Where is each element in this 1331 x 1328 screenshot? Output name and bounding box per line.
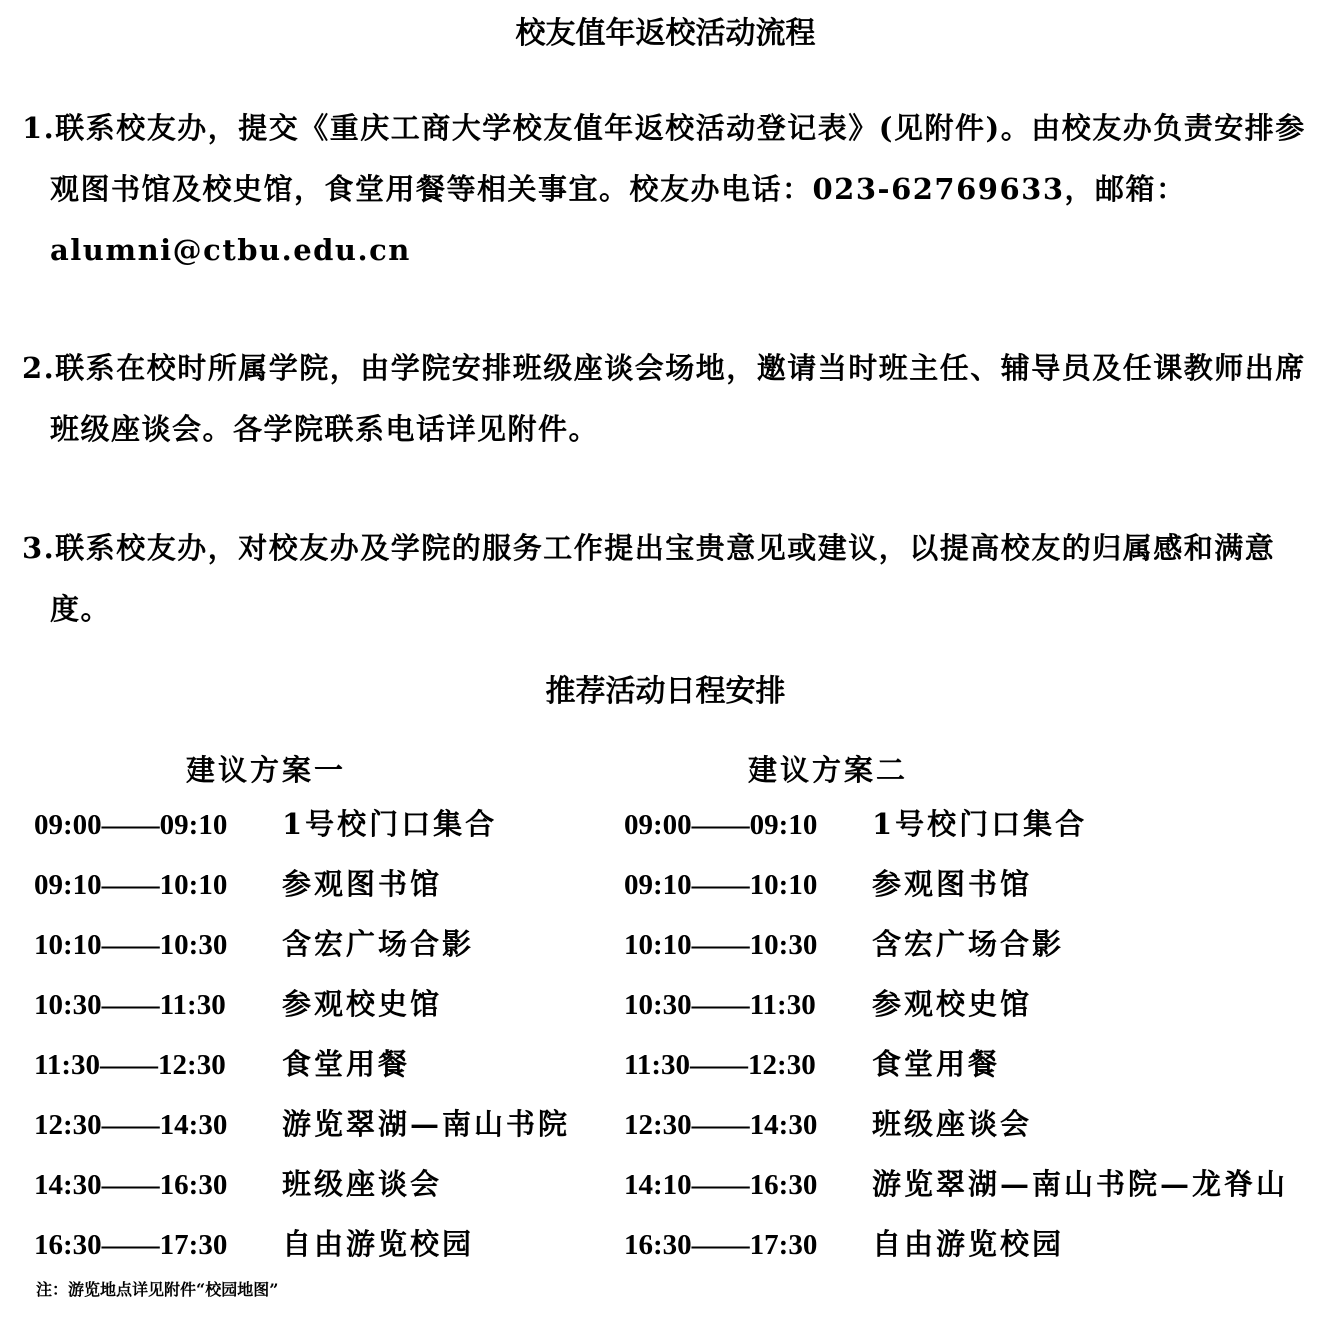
step-3-paragraph: 3.联系校友办，对校友办及学院的服务工作提出宝贵意见或建议，以提高校友的归属感和满意度。 xyxy=(22,531,1276,626)
schedule-row xyxy=(34,974,684,1034)
activity: 游览翠湖—南山书院 xyxy=(282,1107,571,1141)
schedule-row xyxy=(34,1034,684,1094)
schedule-row xyxy=(624,914,1274,974)
plan-one xyxy=(34,746,684,1274)
schedule-row xyxy=(624,854,1274,914)
page-title: 校友值年返校活动流程 xyxy=(515,16,816,51)
activity: 含宏广场合影 xyxy=(872,927,1065,961)
activity: 班级座谈会 xyxy=(282,1167,443,1201)
schedule-row xyxy=(34,1214,684,1274)
time-range: 10:10——10:30 xyxy=(624,929,818,961)
activity: 含宏广场合影 xyxy=(282,927,475,961)
time-range: 14:10——16:30 xyxy=(624,1169,818,1201)
schedule-row xyxy=(624,974,1274,1034)
plan-one-title: 建议方案一 xyxy=(186,753,347,787)
schedule-row xyxy=(34,854,684,914)
schedule-row xyxy=(34,1094,684,1154)
activity: 1号校门口集合 xyxy=(282,807,498,841)
schedule-row xyxy=(624,794,1274,854)
activity: 班级座谈会 xyxy=(872,1107,1033,1141)
activity: 参观校史馆 xyxy=(282,987,443,1021)
plan-two-title: 建议方案二 xyxy=(748,753,909,787)
activity: 参观校史馆 xyxy=(872,987,1033,1021)
time-range: 16:30——17:30 xyxy=(624,1229,818,1261)
schedule-row xyxy=(624,1034,1274,1094)
activity: 食堂用餐 xyxy=(282,1047,411,1081)
activity: 游览翠湖—南山书院—龙脊山 xyxy=(872,1167,1289,1201)
schedule-row xyxy=(624,1154,1289,1214)
time-range: 11:30——12:30 xyxy=(34,1049,226,1081)
time-range: 11:30——12:30 xyxy=(624,1049,816,1081)
time-range: 10:30——11:30 xyxy=(624,989,816,1021)
schedule-row xyxy=(624,1214,1274,1274)
activity: 参观图书馆 xyxy=(872,867,1033,901)
step-2-paragraph: 2.联系在校时所属学院，由学院安排班级座谈会场地，邀请当时班主任、辅导员及任课教师出席班级座谈会。各学院联系电话详见附件。 xyxy=(22,351,1306,446)
time-range: 09:10——10:10 xyxy=(624,869,818,901)
schedule-row xyxy=(34,914,684,974)
time-range: 10:10——10:30 xyxy=(34,929,228,961)
schedule-row xyxy=(624,1094,1274,1154)
schedule-row xyxy=(34,794,684,854)
time-range: 09:00——09:10 xyxy=(624,809,818,841)
schedule-row xyxy=(34,1154,684,1214)
time-range: 12:30——14:30 xyxy=(624,1109,818,1141)
footnote: 注：游览地点详见附件“校园地图” xyxy=(36,1280,279,1299)
time-range: 09:00——09:10 xyxy=(34,809,228,841)
time-range: 16:30——17:30 xyxy=(34,1229,228,1261)
time-range: 09:10——10:10 xyxy=(34,869,228,901)
activity: 自由游览校园 xyxy=(872,1227,1065,1261)
time-range: 10:30——11:30 xyxy=(34,989,226,1021)
activity: 食堂用餐 xyxy=(872,1047,1001,1081)
plan-two xyxy=(624,746,1289,1274)
step-1-paragraph: 1.联系校友办，提交《重庆工商大学校友值年返校活动登记表》(见附件)。由校友办负责安排参观图书馆及校史馆，食堂用餐等相关事宜。校友办电话：023-62769633，邮箱： alumni@ctbu.edu.cn xyxy=(22,111,1306,267)
time-range: 12:30——14:30 xyxy=(34,1109,228,1141)
time-range: 14:30——16:30 xyxy=(34,1169,228,1201)
activity: 自由游览校园 xyxy=(282,1227,475,1261)
activity: 参观图书馆 xyxy=(282,867,443,901)
activity: 1号校门口集合 xyxy=(872,807,1088,841)
schedule-title: 推荐活动日程安排 xyxy=(545,674,786,709)
